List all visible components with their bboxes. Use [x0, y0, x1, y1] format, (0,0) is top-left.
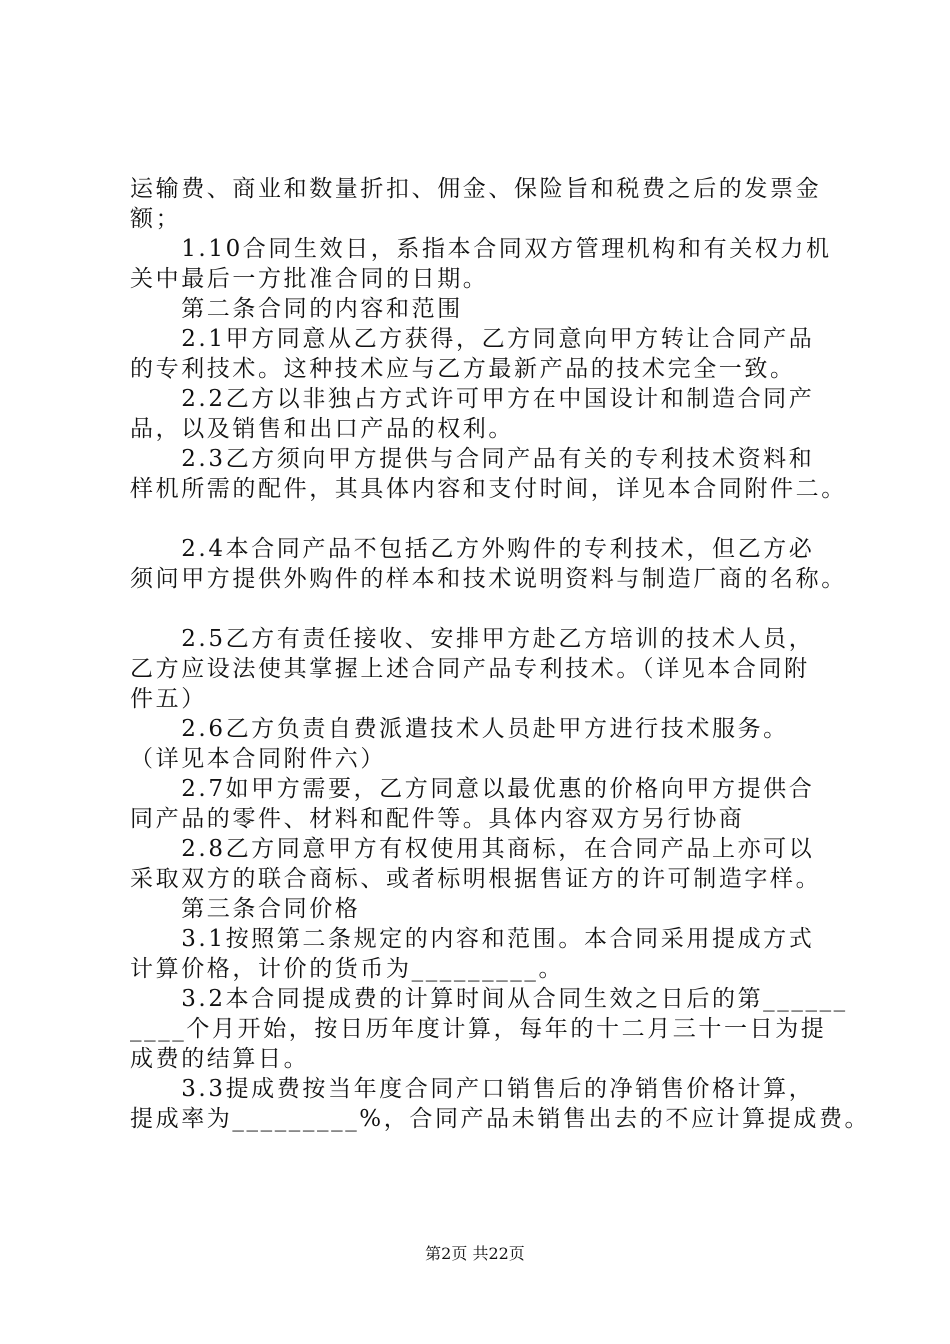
- text-line: （详见本合同附件六）: [130, 746, 386, 772]
- text-line: 2.7如甲方需要，乙方同意以最优惠的价格向甲方提供合: [130, 776, 815, 802]
- page-number-footer: 第2页 共22页: [425, 1244, 525, 1263]
- text-line: 2.8乙方同意甲方有权使用其商标，在合同产品上亦可以: [130, 836, 815, 862]
- text-line: 采取双方的联合商标、或者标明根据售证方的许可制造字样。: [130, 866, 822, 892]
- text-line: 成费的结算日。: [130, 1046, 310, 1072]
- text-line: 3.1按照第二条规定的内容和范围。本合同采用提成方式: [130, 926, 815, 952]
- blank-line: [130, 594, 830, 624]
- text-line: 2.1甲方同意从乙方获得，乙方同意向甲方转让合同产品: [130, 326, 815, 352]
- text-line: 须问甲方提供外购件的样本和技术说明资料与制造厂商的名称。: [130, 566, 847, 592]
- text-line: 2.3乙方须向甲方提供与合同产品有关的专利技术资料和: [130, 446, 815, 472]
- text-line: 额；: [130, 206, 182, 232]
- text-line: 3.3提成费按当年度合同产口销售后的净销售价格计算，: [130, 1076, 815, 1102]
- text-line: 3.2本合同提成费的计算时间从合同生效之日后的第______: [130, 986, 848, 1012]
- text-line: 计算价格，计价的货币为_________。: [130, 956, 565, 982]
- text-line: 2.4本合同产品不包括乙方外购件的专利技术，但乙方必: [130, 536, 815, 562]
- blank-line: [130, 504, 830, 534]
- text-line: 件五）: [130, 686, 207, 712]
- text-line: 品，以及销售和出口产品的权利。: [130, 416, 514, 442]
- section-heading: 第二条合同的内容和范围: [130, 296, 463, 322]
- text-line: 关中最后一方批准合同的日期。: [130, 266, 489, 292]
- text-line: 1.10合同生效日，系指本合同双方管理机构和有关权力机: [130, 236, 832, 262]
- text-line: 提成率为_________%，合同产品未销售出去的不应计算提成费。: [130, 1106, 871, 1132]
- text-line: 乙方应设法使其掌握上述合同产品专利技术。（详见本合同附: [130, 656, 810, 682]
- text-line: 同产品的零件、材料和配件等。具体内容双方另行协商: [130, 806, 745, 832]
- text-line: 样机所需的配件，其具体内容和支付时间，详见本合同附件二。: [130, 476, 847, 502]
- text-line: 的专利技术。这种技术应与乙方最新产品的技术完全一致。: [130, 356, 796, 382]
- contract-body: [130, 174, 871, 1134]
- text-line: 2.5乙方有责任接收、安排甲方赴乙方培训的技术人员，: [130, 626, 815, 652]
- text-line: 运输费、商业和数量折扣、佣金、保险旨和税费之后的发票金: [130, 176, 822, 202]
- text-line: 2.6乙方负责自费派遣技术人员赴甲方进行技术服务。: [130, 716, 789, 742]
- text-line: 2.2乙方以非独占方式许可甲方在中国设计和制造合同产: [130, 386, 815, 412]
- section-heading: 第三条合同价格: [130, 896, 361, 922]
- text-line: ____个月开始，按日历年度计算，每年的十二月三十一日为提: [130, 1016, 827, 1042]
